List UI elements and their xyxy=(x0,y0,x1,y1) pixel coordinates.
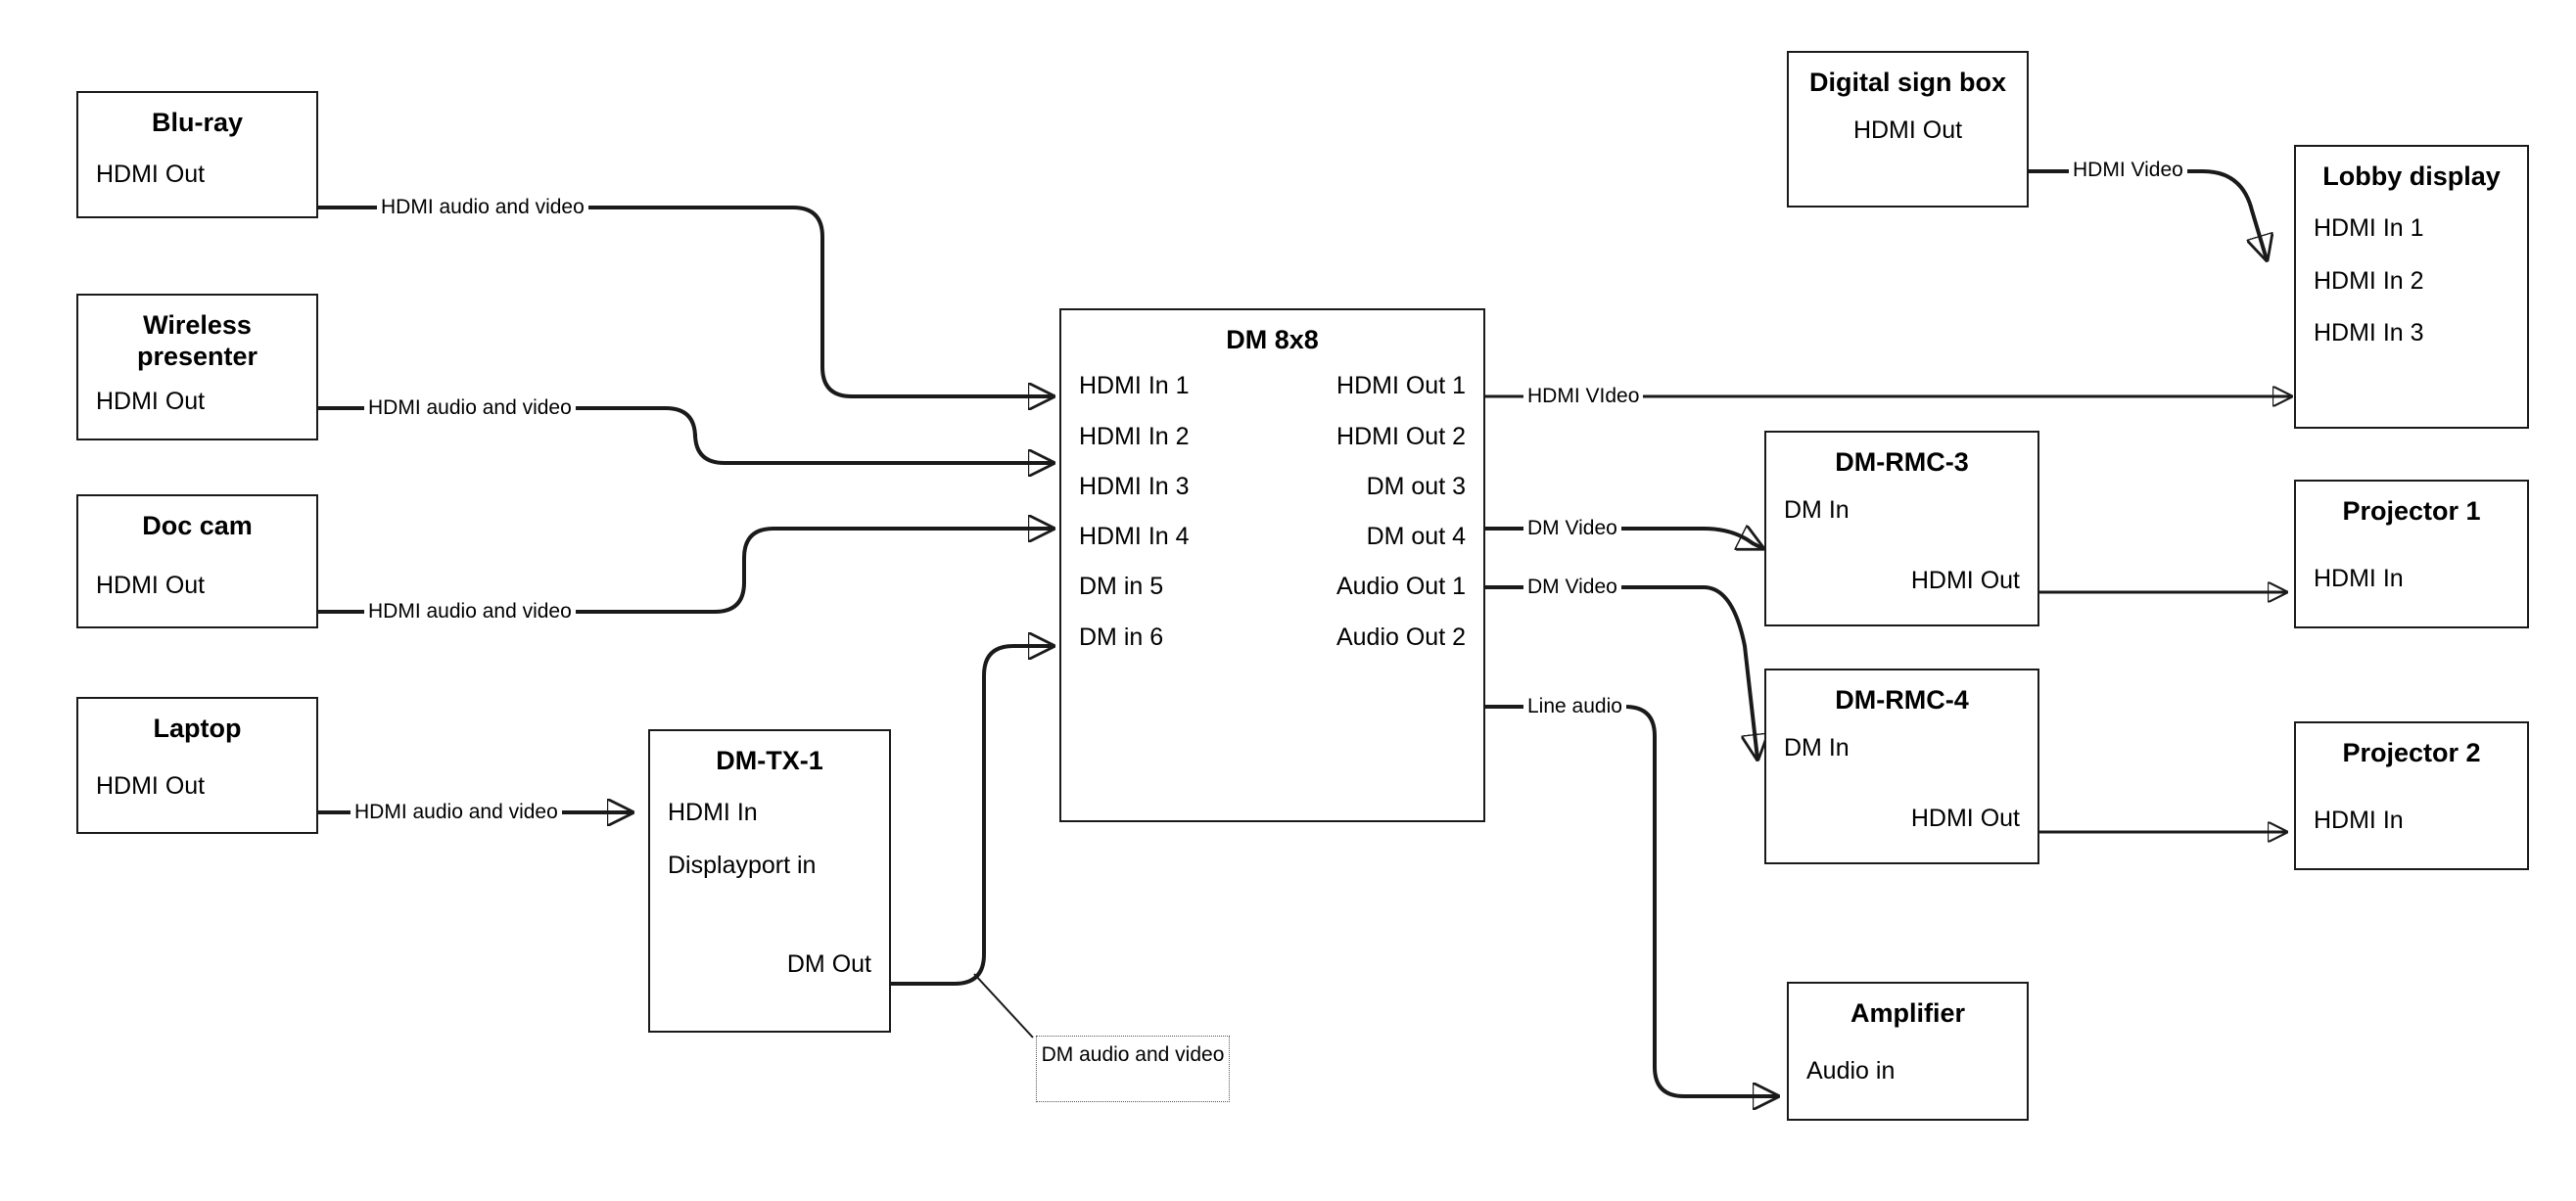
node-doc-cam[interactable] xyxy=(76,494,318,628)
edge-label-hdmi-video-sign: HDMI Video xyxy=(2069,157,2187,184)
dm8x8-outputs xyxy=(1319,371,1483,672)
node-title: Doc cam xyxy=(142,511,253,540)
node-dm-rmc-3[interactable] xyxy=(1764,431,2039,626)
node-title: Blu-ray xyxy=(151,108,244,137)
port-hdmi-out[interactable]: HDMI Out xyxy=(96,772,206,801)
port-dm-in[interactable]: DM In xyxy=(1784,734,1850,762)
note-dm-audio-and-video: DM audio and video xyxy=(1036,1036,1230,1102)
edge-label-wireless: HDMI audio and video xyxy=(364,394,576,422)
node-laptop[interactable] xyxy=(76,697,318,834)
edge-label-dm-video-3: DM Video xyxy=(1523,515,1621,542)
edge-label-doccam: HDMI audio and video xyxy=(364,598,576,625)
port-dm-out[interactable]: DM Out xyxy=(786,949,871,978)
port-audio-out-1[interactable]: Audio Out 1 xyxy=(1335,573,1466,601)
port-hdmi-in[interactable]: HDMI In xyxy=(2314,565,2404,593)
edge-label-line-audio: Line audio xyxy=(1523,693,1626,720)
node-digital-sign-box[interactable] xyxy=(1787,51,2029,208)
node-projector-1[interactable] xyxy=(2294,480,2529,628)
node-lobby-display[interactable] xyxy=(2294,145,2529,429)
edge-label-hdmi-video-lobby: HDMI VIdeo xyxy=(1523,383,1643,410)
port-hdmi-in-4[interactable]: HDMI In 4 xyxy=(1079,523,1190,551)
node-dm-8x8[interactable] xyxy=(1059,308,1485,822)
node-title: Projector 2 xyxy=(2342,738,2481,767)
port-audio-in[interactable]: Audio in xyxy=(1806,1057,1896,1086)
port-hdmi-in-2[interactable]: HDMI In 2 xyxy=(2314,266,2424,295)
node-title: Amplifier xyxy=(1850,998,1966,1028)
node-title: DM-RMC-3 xyxy=(1835,447,1969,477)
port-hdmi-out-2[interactable]: HDMI Out 2 xyxy=(1336,422,1466,450)
edge-label-laptop: HDMI audio and video xyxy=(351,799,562,826)
port-hdmi-out[interactable]: HDMI Out xyxy=(96,161,206,189)
port-dm-in-5[interactable]: DM in 5 xyxy=(1079,573,1164,601)
port-audio-out-2[interactable]: Audio Out 2 xyxy=(1335,623,1466,651)
port-hdmi-in[interactable]: HDMI In xyxy=(2314,807,2404,835)
node-bluray[interactable] xyxy=(76,91,318,218)
node-dm-rmc-4[interactable] xyxy=(1764,669,2039,864)
edge-label-bluray: HDMI audio and video xyxy=(377,194,588,221)
port-hdmi-in-2[interactable]: HDMI In 2 xyxy=(1079,422,1190,450)
port-hdmi-in-1[interactable]: HDMI In 1 xyxy=(1079,372,1190,400)
port-hdmi-in-3[interactable]: HDMI In 3 xyxy=(2314,318,2424,346)
node-title: Laptop xyxy=(153,714,242,743)
port-displayport-in[interactable]: Displayport in xyxy=(668,851,817,879)
port-hdmi-out[interactable]: HDMI Out xyxy=(96,387,206,415)
node-wireless-presenter[interactable] xyxy=(76,294,318,440)
dm8x8-inputs xyxy=(1061,371,1207,672)
node-projector-2[interactable] xyxy=(2294,721,2529,870)
port-hdmi-out[interactable]: HDMI Out xyxy=(1852,116,1963,145)
edge-label-dm-video-4: DM Video xyxy=(1523,574,1621,601)
port-hdmi-in-3[interactable]: HDMI In 3 xyxy=(1079,472,1190,500)
port-dm-out-3[interactable]: DM out 3 xyxy=(1366,472,1466,500)
port-hdmi-in-1[interactable]: HDMI In 1 xyxy=(2314,214,2424,243)
port-hdmi-out[interactable]: HDMI Out xyxy=(96,572,206,600)
node-title: DM-TX-1 xyxy=(716,746,823,775)
node-title: DM 8x8 xyxy=(1226,325,1319,354)
port-dm-out-4[interactable]: DM out 4 xyxy=(1366,523,1466,551)
port-hdmi-out[interactable]: HDMI Out xyxy=(1910,566,2020,594)
node-title: DM-RMC-4 xyxy=(1835,685,1969,715)
node-title: Projector 1 xyxy=(2342,496,2481,526)
node-title: Digital sign box xyxy=(1808,68,2006,97)
node-title: Lobby display xyxy=(2322,162,2501,191)
port-hdmi-out-1[interactable]: HDMI Out 1 xyxy=(1336,372,1466,400)
port-dm-in[interactable]: DM In xyxy=(1784,496,1850,525)
node-title: Wireless presenter xyxy=(136,310,258,372)
port-hdmi-out[interactable]: HDMI Out xyxy=(1910,804,2020,832)
port-hdmi-in[interactable]: HDMI In xyxy=(668,799,758,827)
node-amplifier[interactable] xyxy=(1787,982,2029,1121)
port-dm-in-6[interactable]: DM in 6 xyxy=(1079,623,1164,651)
node-dm-tx-1[interactable] xyxy=(648,729,891,1033)
